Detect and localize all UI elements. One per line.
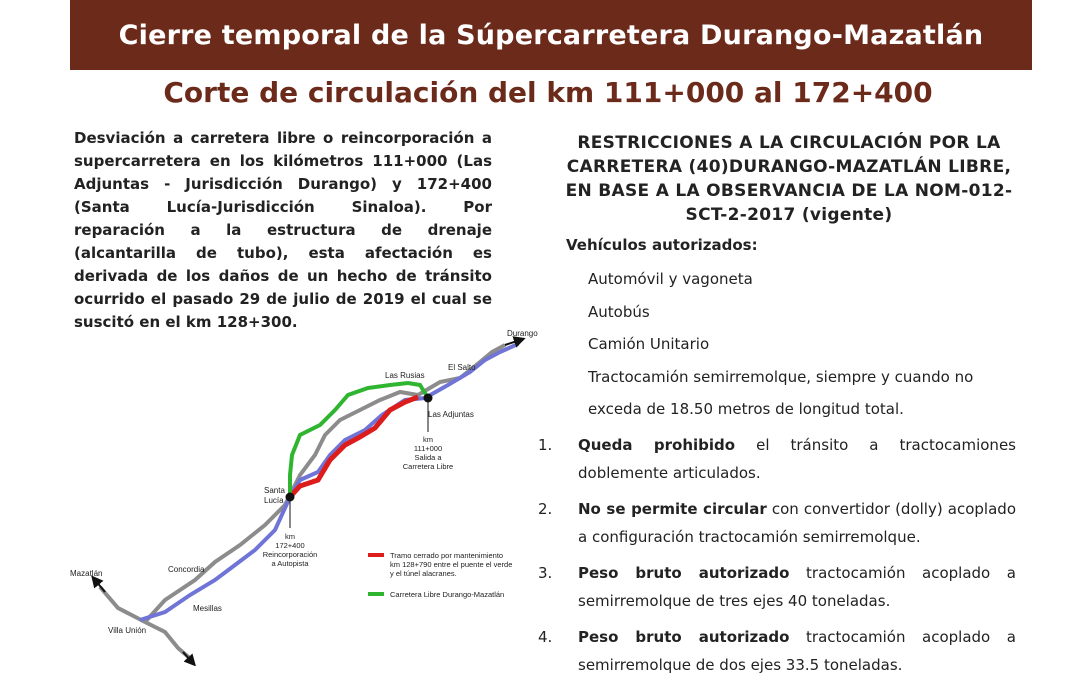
- rule-bold-text: Queda prohibido: [578, 436, 736, 454]
- km-111-label: 111+000: [413, 444, 443, 453]
- rule-text: [578, 495, 1016, 551]
- vehicles-list: [588, 265, 1018, 428]
- vehicle-item: Camión Unitario: [588, 335, 710, 354]
- rule-rest-text: el tránsito a tractocamiones doblemente articulados.: [578, 436, 1016, 482]
- km-111-label: km: [423, 435, 433, 444]
- closure-description: Desviación a carretera libre o reincorporación a supercarretera en los kilómetros 111+000 (Las Adjuntas - Jurisdicción Durango) y 172+400 (Santa Lucía-Jurisdicción Sinaloa). Por reparación a la estructura de drenaje (alcantarilla de tubo), esta afectación es derivada de los daños de un hecho de tránsito ocurrido el pasado 29 de julio de 2019 el cual se suscitó en el km 128+300.: [74, 129, 492, 331]
- route-map: [60, 300, 560, 666]
- page-title: Cierre temporal de la Súpercarretera Durango-Mazatlán: [118, 19, 984, 51]
- title-banner: [70, 0, 1032, 70]
- legend-red-text: km 128+790 entre el puente el verde: [390, 560, 513, 569]
- restrictions-title: RESTRICCIONES A LA CIRCULACIÓN POR LA CARRETERA (40)DURANGO-MAZATLÁN LIBRE, EN BASE A LA OBSERVANCIA DE LA NOM-012-SCT-2-2017 (vigente): [565, 133, 1013, 225]
- vehicle-item: Autobús: [588, 302, 650, 321]
- vehicle-item: exceda de 18.50 metros de longitud total.: [588, 400, 904, 419]
- rule-item: [538, 623, 1016, 679]
- rule-rest-text: con convertidor (dolly) acoplado a configuración tractocamión semirremolque.: [578, 500, 1016, 546]
- rule-item: [538, 431, 1016, 487]
- rule-item: [538, 559, 1016, 615]
- place-label: Mazatlán: [70, 569, 103, 578]
- rule-number: 2.: [538, 500, 553, 518]
- km-172-label: 172+400: [275, 541, 305, 550]
- legend-red-text: y el túnel alacranes.: [390, 569, 457, 578]
- km-172-label: km: [285, 532, 295, 541]
- rule-bold-text: Peso bruto autorizado: [578, 628, 790, 646]
- place-label: Santa: [264, 486, 285, 495]
- place-label: Lucía: [264, 496, 284, 505]
- page-subtitle: Corte de circulación del km 111+000 al 172+400: [163, 76, 933, 109]
- place-label: Concordia: [168, 565, 205, 574]
- place-label: Las Adjuntas: [428, 410, 474, 419]
- rule-bold-text: No se permite circular: [578, 500, 767, 518]
- km-172-label: Reincorporación: [262, 550, 318, 559]
- legend-red-text: Tramo cerrado por mantenimiento: [390, 551, 504, 560]
- rule-text: [578, 559, 1016, 615]
- rule-number: 3.: [538, 564, 553, 582]
- rule-rest-text: tractocamión acoplado a semirremolque de dos ejes 33.5 toneladas.: [578, 628, 1016, 674]
- vehicle-item: Automóvil y vagoneta: [588, 270, 753, 288]
- place-label: Las Rusias: [385, 371, 425, 380]
- km-172-label: a Autopista: [271, 559, 309, 568]
- place-label: Durango: [507, 329, 538, 338]
- km-111-label: Salida a: [414, 453, 442, 462]
- rule-bold-text: Peso bruto autorizado: [578, 564, 790, 582]
- place-label: El Salto: [448, 363, 476, 372]
- rules-list: [538, 431, 1016, 687]
- vehicles-heading: Vehículos autorizados:: [566, 236, 758, 254]
- vehicle-item: Tractocamión semirremolque, siempre y cuando no: [588, 367, 974, 386]
- legend-green-text: Carretera Libre Durango-Mazatlán: [390, 590, 505, 599]
- mazatlan-arrow: [95, 580, 105, 592]
- rule-rest-text: tractocamión acoplado a semirremolque de tres ejes 40 toneladas.: [578, 564, 1016, 610]
- place-label: Mesillas: [193, 604, 222, 613]
- rule-item: [538, 495, 1016, 551]
- old-road-line: [100, 587, 192, 660]
- rule-text: [578, 431, 1016, 487]
- place-label: Villa Unión: [108, 626, 147, 635]
- km-111-label: Carretera Libre: [402, 462, 454, 471]
- rule-number: 1.: [538, 436, 553, 454]
- rule-text: [578, 623, 1016, 679]
- old-road-line: [145, 345, 505, 622]
- rule-number: 4.: [538, 628, 553, 646]
